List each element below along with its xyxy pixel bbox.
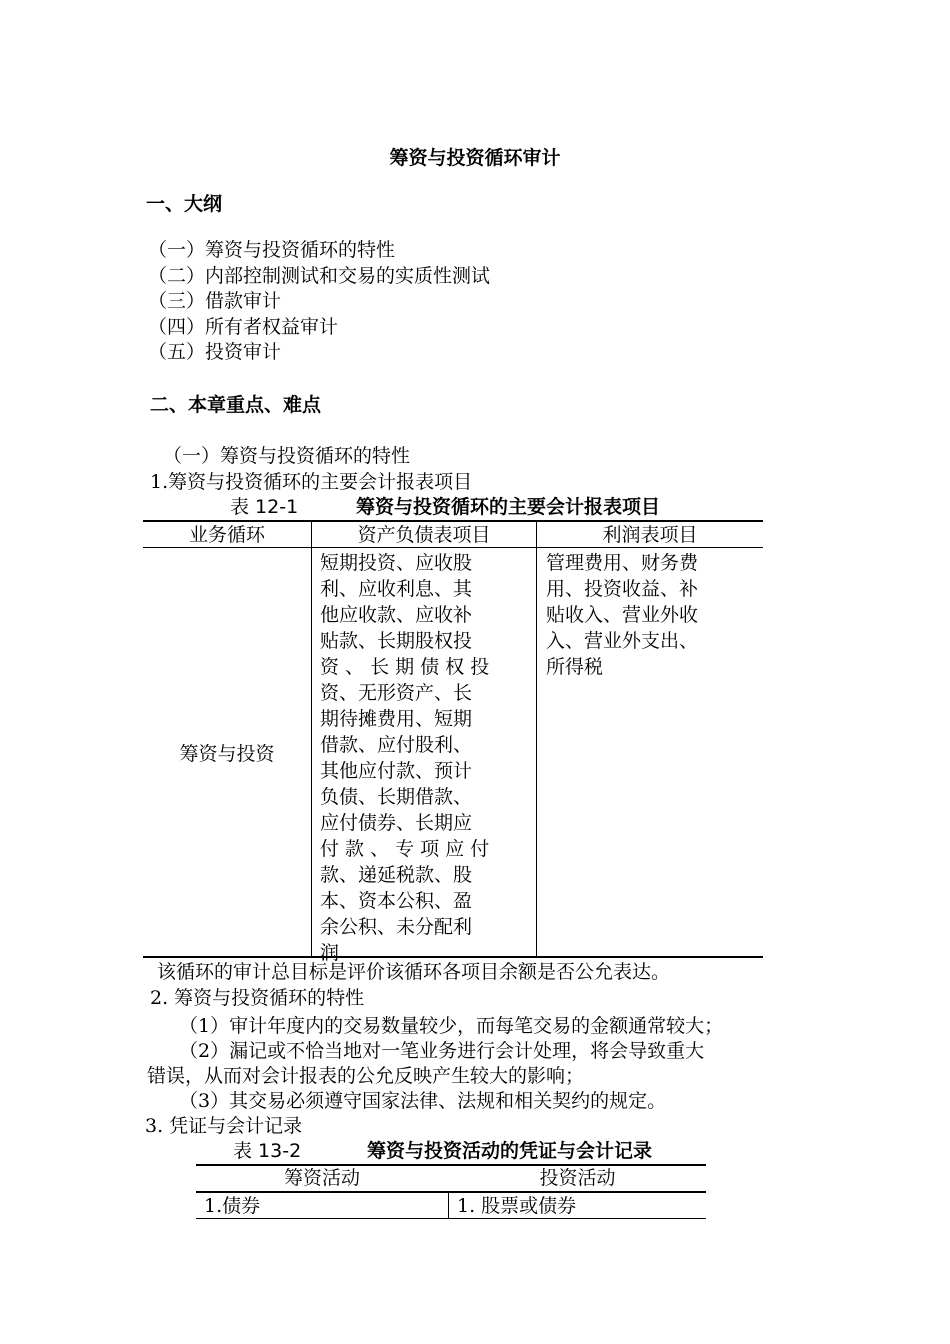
balance-line: 资、无形资产、长 [320, 682, 473, 704]
section-heading-key-points: 二、本章重点、难点 [150, 394, 322, 416]
table1-cell-income-items [546, 550, 698, 680]
trait-item-continued: 错误，从而对会计报表的公允反映产生较大的影响； [147, 1065, 585, 1087]
table2-caption-number: 表 13-2 [233, 1140, 302, 1162]
balance-line: 资 、 长 期 债 权 投 [320, 656, 490, 678]
table2-header-rule [196, 1191, 706, 1193]
outline-item: （五）投资审计 [148, 341, 282, 363]
trait-item: （1）审计年度内的交易数量较少，而每笔交易的金额通常较大； [179, 1015, 724, 1037]
audit-objective-text: 该循环的审计总目标是评价该循环各项目余额是否公允表达。 [157, 961, 671, 983]
table1-divider [536, 521, 537, 957]
outline-item: （一）筹资与投资循环的特性 [148, 239, 396, 261]
table1-header-income: 利润表项目 [602, 524, 698, 546]
balance-line: 本、资本公积、盈 [320, 890, 473, 912]
balance-line: 短期投资、应收股 [320, 552, 473, 574]
table2-cell-financing: 1.债券 [204, 1195, 261, 1217]
balance-line: 付 款 、 专 项 应 付 [320, 838, 490, 860]
table1-caption-title: 筹资与投资循环的主要会计报表项目 [356, 496, 661, 518]
balance-line: 应付债券、长期应 [320, 812, 473, 834]
balance-line: 负债、长期借款、 [320, 786, 473, 808]
balance-line: 借款、应付股利、 [320, 734, 473, 756]
outline-item: （四）所有者权益审计 [148, 315, 339, 338]
table2-header-financing: 筹资活动 [283, 1167, 360, 1189]
point-heading: 1.筹资与投资循环的主要会计报表项目 [150, 471, 473, 493]
table1-divider [311, 521, 312, 957]
outline-item: （三）借款审计 [148, 290, 282, 312]
table2-divider [448, 1192, 449, 1218]
income-line: 贴收入、营业外收 [546, 604, 699, 626]
income-line: 入、营业外支出、 [546, 630, 699, 652]
table2-row-rule [196, 1218, 706, 1219]
table1-cell-balance-items [320, 550, 489, 966]
trait-item: （3）其交易必须遵守国家法律、法规和相关契约的规定。 [179, 1090, 667, 1112]
table1-header-cycle: 业务循环 [188, 524, 265, 546]
point-heading: 2. 筹资与投资循环的特性 [150, 987, 365, 1009]
table1-cell-cycle: 筹资与投资 [179, 743, 275, 765]
income-line: 所得税 [546, 656, 604, 678]
balance-line: 余公积、未分配利 [320, 916, 473, 938]
section-heading-outline: 一、大纲 [146, 193, 223, 215]
balance-line: 期待摊费用、短期 [320, 708, 473, 730]
table2-caption-title: 筹资与投资活动的凭证与会计记录 [367, 1140, 653, 1162]
balance-line: 其他应付款、预计 [320, 760, 473, 782]
outline-list [148, 238, 490, 366]
table1-caption-number: 表 12-1 [230, 496, 299, 518]
balance-line: 利、应收利息、其 [320, 578, 473, 600]
balance-line: 他应收款、应收补 [320, 604, 473, 626]
balance-line: 贴款、长期股权投 [320, 630, 473, 652]
subsection-heading: （一）筹资与投资循环的特性 [163, 445, 411, 467]
point-heading: 3. 凭证与会计记录 [145, 1115, 303, 1137]
outline-item: （二）内部控制测试和交易的实质性测试 [148, 264, 491, 287]
page-title: 筹资与投资循环审计 [389, 147, 561, 169]
table2-header-investing: 投资活动 [539, 1167, 616, 1189]
table1-header-balance: 资产负债表项目 [357, 524, 491, 546]
income-line: 用、投资收益、补 [546, 578, 699, 600]
table2-cell-investing: 1. 股票或债券 [457, 1195, 577, 1217]
balance-line: 款、递延税款、股 [320, 864, 473, 886]
income-line: 管理费用、财务费 [546, 552, 699, 574]
balance-line: 润 [320, 942, 340, 964]
trait-item: （2）漏记或不恰当地对一笔业务进行会计处理，将会导致重大 [179, 1040, 705, 1062]
